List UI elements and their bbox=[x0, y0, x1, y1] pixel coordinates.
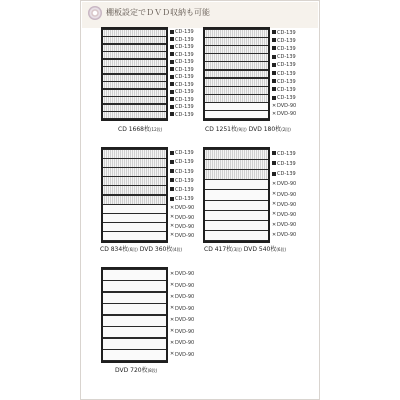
diagram-title: 棚板設定でＤＶＤ収納も可能 bbox=[106, 8, 210, 17]
cd-icon bbox=[170, 160, 174, 164]
cd-shelf-row bbox=[103, 82, 166, 88]
cd-icon bbox=[272, 46, 276, 50]
row-label-text: DVD-90 bbox=[277, 232, 297, 239]
cd-icon bbox=[170, 30, 174, 34]
dvd-icon: ✕ bbox=[272, 201, 277, 208]
dvd-shelf-row bbox=[103, 270, 166, 280]
shelf-unit bbox=[101, 27, 168, 121]
cd-row-label bbox=[170, 67, 194, 74]
cd-icon bbox=[272, 71, 276, 75]
cd-shelf-row bbox=[103, 30, 166, 36]
cd-row-label bbox=[272, 161, 296, 168]
dvd-shelf-row bbox=[103, 350, 166, 360]
row-label-text: CD-139 bbox=[277, 150, 296, 157]
cd-row-label bbox=[170, 74, 194, 81]
disc-icon bbox=[88, 6, 102, 20]
dvd-row-label bbox=[170, 340, 194, 347]
shelf-caption bbox=[204, 244, 286, 253]
dvd-icon: ✕ bbox=[170, 305, 175, 312]
dvd-icon: ✕ bbox=[170, 351, 175, 358]
cd-row-label bbox=[272, 79, 296, 86]
row-label-text: DVD-90 bbox=[175, 340, 195, 347]
cd-row-label bbox=[170, 29, 194, 36]
row-label-text: DVD-90 bbox=[175, 328, 195, 335]
row-label-text: CD-139 bbox=[175, 96, 194, 103]
dvd-shelf-row bbox=[103, 232, 166, 240]
dvd-row-label bbox=[272, 111, 296, 118]
row-label-text: DVD-90 bbox=[277, 181, 297, 188]
row-label-text: CD-139 bbox=[175, 81, 194, 88]
row-label-text: CD-139 bbox=[175, 74, 194, 81]
dvd-row-label bbox=[170, 352, 194, 359]
dvd-shelf-row bbox=[205, 211, 268, 220]
cd-shelf-row bbox=[103, 52, 166, 58]
dvd-shelf-row bbox=[205, 201, 268, 210]
cd-row-label bbox=[272, 62, 296, 69]
dvd-row-label bbox=[170, 317, 194, 324]
row-label-text: CD-139 bbox=[277, 29, 296, 36]
cd-row-label bbox=[272, 95, 296, 102]
cd-shelf-row bbox=[103, 60, 166, 66]
dvd-icon: ✕ bbox=[170, 214, 175, 220]
row-label-text: CD-139 bbox=[175, 196, 194, 203]
dvd-row-label bbox=[170, 329, 194, 336]
cd-shelf-row bbox=[103, 186, 166, 194]
cd-row-label bbox=[272, 151, 296, 158]
dvd-icon: ✕ bbox=[170, 223, 175, 230]
cd-row-label bbox=[170, 150, 194, 157]
cd-shelf-row bbox=[103, 45, 166, 51]
cd-shelf-row bbox=[205, 160, 268, 169]
dvd-icon: ✕ bbox=[170, 293, 175, 300]
dvd-shelf-row bbox=[103, 205, 166, 213]
row-label-text: DVD-90 bbox=[277, 111, 297, 118]
row-label-text: CD-139 bbox=[175, 44, 194, 51]
caption-tiers: (9段) bbox=[237, 127, 247, 132]
row-label-text: CD-139 bbox=[175, 104, 194, 111]
caption-count: CD 417枚 bbox=[204, 246, 233, 253]
row-label-text: DVD-90 bbox=[175, 305, 195, 312]
cd-shelf-row bbox=[205, 170, 268, 179]
cd-row-label bbox=[170, 89, 194, 96]
dvd-icon: ✕ bbox=[170, 339, 175, 346]
row-label-text: DVD-90 bbox=[175, 232, 195, 239]
row-label-text: CD-139 bbox=[175, 177, 194, 184]
row-label-text: CD-139 bbox=[175, 36, 194, 43]
dvd-shelf-row bbox=[103, 304, 166, 314]
dvd-icon: ✕ bbox=[170, 232, 175, 239]
dvd-shelf-row bbox=[205, 231, 268, 240]
dvd-shelf-row bbox=[103, 327, 166, 337]
row-label-text: CD-139 bbox=[277, 45, 296, 52]
shelf-unit bbox=[101, 267, 168, 363]
cd-row-label bbox=[170, 97, 194, 104]
cd-shelf-row bbox=[103, 177, 166, 185]
cd-shelf-row bbox=[205, 79, 268, 86]
dvd-shelf-row bbox=[205, 111, 268, 118]
caption-tiers: (3段) bbox=[232, 247, 242, 252]
row-label-text: CD-139 bbox=[175, 89, 194, 96]
cd-row-label bbox=[170, 59, 194, 66]
dvd-row-label bbox=[170, 215, 194, 222]
cd-icon bbox=[272, 79, 276, 83]
cd-row-label bbox=[170, 104, 194, 111]
row-label-text: CD-139 bbox=[175, 59, 194, 66]
cd-row-label bbox=[272, 171, 296, 178]
row-label-text: DVD-90 bbox=[175, 317, 195, 324]
caption-tiers: (8段) bbox=[147, 368, 158, 373]
dvd-icon: ✕ bbox=[170, 328, 175, 335]
dvd-shelf-row bbox=[205, 190, 268, 199]
caption-count: DVD 720枚 bbox=[115, 367, 148, 374]
dvd-shelf-row bbox=[205, 221, 268, 230]
dvd-row-label bbox=[272, 103, 296, 110]
cd-row-label bbox=[170, 159, 194, 166]
dvd-shelf-row bbox=[103, 316, 166, 326]
cd-icon bbox=[272, 87, 276, 91]
row-label-text: CD-139 bbox=[277, 171, 296, 178]
row-label-text: CD-139 bbox=[277, 54, 296, 61]
cd-shelf-row bbox=[103, 112, 166, 118]
cd-row-label bbox=[272, 46, 296, 53]
row-label-text: CD-139 bbox=[277, 62, 296, 69]
caption-tiers-2: (2段) bbox=[281, 127, 291, 132]
dvd-icon: ✕ bbox=[272, 211, 277, 218]
row-label-text: DVD-90 bbox=[277, 201, 297, 208]
cd-shelf-row bbox=[205, 38, 268, 45]
shelf-caption bbox=[118, 124, 162, 133]
cd-icon bbox=[272, 172, 276, 176]
cd-shelf-row bbox=[103, 150, 166, 158]
row-label-text: CD-139 bbox=[277, 95, 296, 102]
cd-shelf-row bbox=[103, 90, 166, 96]
dvd-shelf-row bbox=[103, 214, 166, 222]
shelf-caption bbox=[100, 244, 182, 253]
dvd-row-label bbox=[272, 232, 296, 239]
dvd-row-label bbox=[170, 233, 194, 240]
cd-icon bbox=[272, 30, 276, 34]
cd-shelf-row bbox=[103, 97, 166, 103]
row-label-text: CD-139 bbox=[175, 66, 194, 73]
cd-row-label bbox=[170, 52, 194, 59]
cd-row-label bbox=[272, 38, 296, 45]
row-label-text: DVD-90 bbox=[175, 282, 195, 289]
cd-icon bbox=[272, 55, 276, 59]
caption-tiers-2: (4段) bbox=[172, 247, 183, 252]
row-label-text: DVD-90 bbox=[277, 211, 297, 218]
cd-shelf-row bbox=[205, 54, 268, 61]
dvd-row-label bbox=[170, 205, 194, 212]
row-label-text: CD-139 bbox=[277, 78, 296, 85]
dvd-row-label bbox=[170, 306, 194, 313]
cd-row-label bbox=[272, 71, 296, 78]
cd-icon bbox=[170, 37, 174, 41]
cd-icon bbox=[170, 82, 174, 86]
row-label-text: DVD-90 bbox=[175, 205, 195, 212]
cd-icon bbox=[170, 112, 174, 116]
shelf-caption bbox=[115, 365, 157, 374]
row-label-text: DVD-90 bbox=[175, 294, 195, 301]
row-label-text: DVD-90 bbox=[175, 271, 195, 278]
dvd-row-label bbox=[170, 294, 194, 301]
cd-icon bbox=[170, 97, 174, 101]
dvd-icon: ✕ bbox=[272, 191, 277, 197]
dvd-shelf-row bbox=[103, 223, 166, 231]
cd-row-label bbox=[170, 37, 194, 44]
caption-count: CD 834枚 bbox=[100, 246, 129, 253]
dvd-icon: ✕ bbox=[170, 270, 175, 277]
dvd-icon: ✕ bbox=[272, 180, 277, 187]
row-label-text: CD-139 bbox=[175, 150, 194, 157]
shelf-unit bbox=[203, 147, 270, 243]
dvd-row-label bbox=[272, 222, 296, 229]
cd-row-label bbox=[170, 112, 194, 119]
dvd-row-label bbox=[272, 212, 296, 219]
cd-shelf-row bbox=[205, 30, 268, 37]
cd-row-label bbox=[170, 82, 194, 89]
cd-shelf-row bbox=[103, 75, 166, 81]
row-label-text: CD-139 bbox=[277, 86, 296, 93]
row-label-text: DVD-90 bbox=[277, 103, 297, 110]
row-label-text: DVD-90 bbox=[277, 222, 297, 229]
dvd-shelf-row bbox=[103, 281, 166, 291]
cd-shelf-row bbox=[205, 46, 268, 53]
cd-icon bbox=[170, 197, 174, 201]
dvd-icon: ✕ bbox=[272, 221, 277, 228]
dvd-shelf-row bbox=[103, 293, 166, 303]
row-label-text: CD-139 bbox=[175, 111, 194, 118]
cd-icon bbox=[272, 151, 276, 155]
dvd-icon: ✕ bbox=[272, 110, 277, 117]
cd-icon bbox=[170, 52, 174, 56]
cd-row-label bbox=[170, 44, 194, 51]
dvd-row-label bbox=[272, 181, 296, 188]
row-label-text: CD-139 bbox=[175, 186, 194, 193]
cd-shelf-row bbox=[205, 87, 268, 94]
cd-shelf-row bbox=[205, 71, 268, 78]
row-label-text: CD-139 bbox=[277, 160, 296, 167]
cd-shelf-row bbox=[205, 95, 268, 102]
dvd-row-label bbox=[272, 192, 296, 199]
row-label-text: CD-139 bbox=[175, 29, 194, 36]
cd-shelf-row bbox=[103, 159, 166, 167]
cd-row-label bbox=[272, 30, 296, 37]
dvd-icon: ✕ bbox=[272, 231, 277, 238]
dvd-row-label bbox=[170, 224, 194, 231]
caption-count-2: DVD 180枚 bbox=[246, 126, 282, 133]
cd-row-label bbox=[272, 87, 296, 94]
cd-row-label bbox=[170, 169, 194, 176]
row-label-text: DVD-90 bbox=[175, 223, 195, 230]
row-label-text: CD-139 bbox=[175, 51, 194, 58]
cd-icon bbox=[170, 178, 174, 182]
row-label-text: CD-139 bbox=[175, 168, 194, 175]
cd-icon bbox=[170, 187, 174, 191]
cd-shelf-row bbox=[103, 168, 166, 176]
cd-icon bbox=[272, 63, 276, 67]
cd-shelf-row bbox=[205, 62, 268, 69]
cd-icon bbox=[170, 60, 174, 64]
dvd-row-label bbox=[272, 202, 296, 209]
caption-tiers-2: (6段) bbox=[276, 247, 287, 252]
cd-icon bbox=[272, 161, 276, 165]
row-label-text: DVD-90 bbox=[277, 191, 297, 198]
caption-count-2: DVD 540枚 bbox=[241, 246, 277, 253]
caption-count: CD 1668枚 bbox=[118, 126, 150, 133]
shelf-unit bbox=[101, 147, 168, 243]
row-label-text: CD-139 bbox=[175, 159, 194, 166]
cd-icon bbox=[170, 75, 174, 79]
cd-shelf-row bbox=[103, 105, 166, 111]
dvd-icon: ✕ bbox=[272, 102, 277, 109]
caption-count: CD 1251枚 bbox=[205, 126, 237, 133]
cd-shelf-row bbox=[103, 196, 166, 204]
dvd-icon: ✕ bbox=[170, 282, 175, 289]
shelf-unit bbox=[203, 27, 270, 121]
dvd-row-label bbox=[170, 283, 194, 290]
cd-icon bbox=[170, 151, 174, 155]
dvd-shelf-row bbox=[205, 180, 268, 189]
caption-count-2: DVD 360枚 bbox=[137, 246, 173, 253]
cd-shelf-row bbox=[103, 37, 166, 43]
cd-icon bbox=[170, 105, 174, 109]
cd-row-label bbox=[272, 54, 296, 61]
cd-icon bbox=[170, 90, 174, 94]
row-label-text: DVD-90 bbox=[175, 351, 195, 358]
cd-row-label bbox=[170, 178, 194, 185]
dvd-icon: ✕ bbox=[170, 204, 175, 211]
cd-icon bbox=[272, 96, 276, 100]
cd-icon bbox=[170, 67, 174, 71]
shelf-caption bbox=[205, 124, 291, 133]
cd-icon bbox=[272, 38, 276, 42]
dvd-icon: ✕ bbox=[170, 316, 175, 323]
dvd-shelf-row bbox=[205, 103, 268, 110]
row-label-text: CD-139 bbox=[277, 70, 296, 77]
cd-shelf-row bbox=[103, 67, 166, 73]
row-label-text: CD-139 bbox=[277, 37, 296, 44]
cd-row-label bbox=[170, 196, 194, 203]
cd-icon bbox=[170, 45, 174, 49]
caption-tiers: (12段) bbox=[150, 127, 163, 132]
dvd-shelf-row bbox=[103, 339, 166, 349]
cd-icon bbox=[170, 169, 174, 173]
row-label-text: DVD-90 bbox=[175, 214, 195, 221]
cd-row-label bbox=[170, 187, 194, 194]
dvd-row-label bbox=[170, 271, 194, 278]
cd-shelf-row bbox=[205, 150, 268, 159]
caption-tiers: (6段) bbox=[128, 247, 138, 252]
